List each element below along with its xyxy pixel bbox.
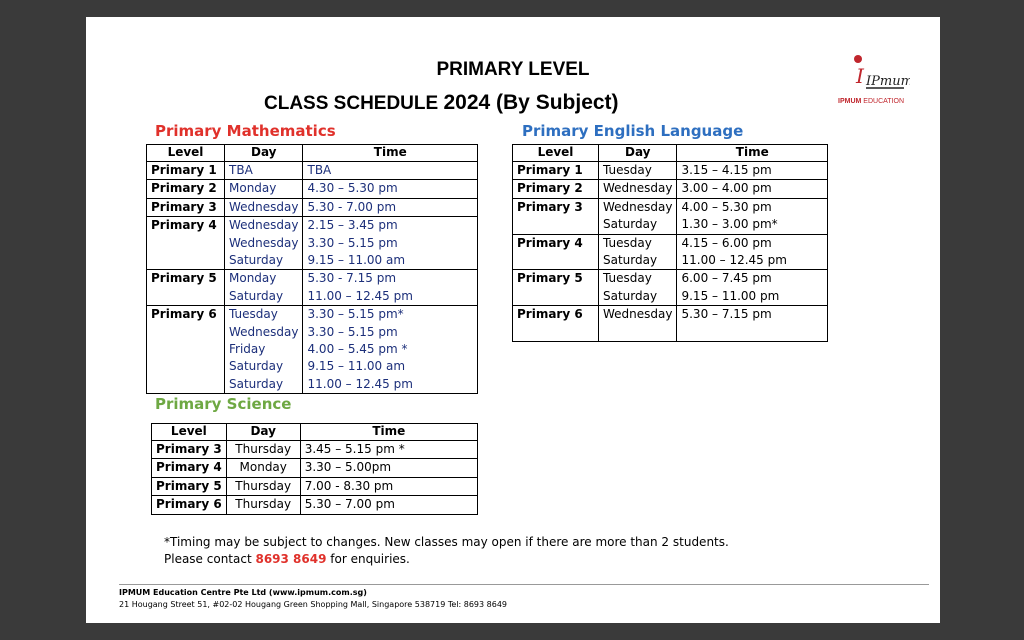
- time-cell: [303, 270, 478, 306]
- day-cell: [226, 441, 300, 459]
- day-cell: [226, 459, 300, 477]
- math-section-title: Primary Mathematics: [155, 122, 336, 140]
- day-cell: [225, 162, 303, 180]
- english-row: [513, 198, 828, 234]
- science-table: [151, 423, 478, 515]
- note-line-1: *Timing may be subject to changes. New classes may open if there are more than 2 students.: [164, 535, 729, 549]
- time-cell: [300, 477, 477, 495]
- day-value: Saturday: [229, 359, 284, 374]
- time-cell: [303, 180, 478, 198]
- time-value: 7.00 - 8.30 pm: [304, 478, 394, 493]
- day-value: Tuesday: [603, 235, 652, 250]
- day-value: Saturday: [603, 217, 658, 232]
- level-label: Primary 2: [517, 181, 583, 196]
- english-row: [513, 234, 828, 270]
- level-cell: [513, 234, 599, 270]
- subtitle-part-b: 2024 (By Subject): [443, 91, 619, 114]
- level-cell: [147, 162, 225, 180]
- english-header-row: [513, 145, 828, 162]
- level-cell: [147, 217, 225, 270]
- level-cell: [513, 162, 599, 180]
- level-cell: [513, 180, 599, 198]
- time-value: 5.30 – 7.15 pm: [681, 307, 772, 322]
- time-cell: [300, 459, 477, 477]
- level-cell: [152, 496, 227, 514]
- time-value: 9.15 – 11.00 am: [307, 359, 406, 374]
- level-label: Primary 3: [151, 199, 217, 214]
- level-label: Primary 5: [517, 271, 583, 286]
- time-cell: [677, 180, 828, 198]
- time-cell: [677, 306, 828, 342]
- logo-dot: [854, 55, 862, 63]
- day-value: Thursday: [235, 497, 292, 512]
- english-col-time: Time: [677, 145, 828, 162]
- time-cell: [303, 198, 478, 216]
- level-label: Primary 1: [517, 163, 583, 177]
- day-value: Saturday: [229, 288, 284, 303]
- day-value: TBA: [229, 163, 253, 177]
- level-cell: [147, 270, 225, 306]
- math-col-level: Level: [147, 145, 225, 162]
- math-header-row: [147, 145, 478, 162]
- science-row: [152, 477, 478, 495]
- level-label: Primary 3: [517, 199, 583, 214]
- contact-phone: 8693 8649: [255, 552, 327, 566]
- level-cell: [513, 306, 599, 342]
- level-label: Primary 5: [156, 478, 222, 493]
- time-value: 3.30 – 5.15 pm*: [307, 307, 404, 322]
- level-label: Primary 2: [151, 181, 217, 196]
- day-cell: [225, 217, 303, 270]
- day-value: Tuesday: [603, 271, 652, 286]
- level-label: Primary 4: [156, 460, 222, 475]
- time-value: 6.00 – 7.45 pm: [681, 271, 772, 286]
- level-cell: [152, 441, 227, 459]
- level-cell: [147, 306, 225, 394]
- day-value: Wednesday: [229, 218, 299, 233]
- footer-company: IPMUM Education Centre Pte Ltd (www.ipmum.com.sg): [119, 588, 367, 597]
- level-label: Primary 6: [517, 307, 583, 322]
- time-value: 4.15 – 6.00 pm: [681, 235, 772, 250]
- time-cell: [300, 496, 477, 514]
- math-col-time: Time: [303, 145, 478, 162]
- time-value: 3.30 – 5.15 pm: [307, 324, 398, 339]
- day-cell: [226, 477, 300, 495]
- logo-brand-rest: EDUCATION: [861, 98, 904, 105]
- day-cell: [599, 306, 677, 342]
- level-label: Primary 6: [151, 307, 217, 322]
- time-value: 11.00 – 12.45 pm: [307, 288, 413, 303]
- math-row: [147, 270, 478, 306]
- day-value: Tuesday: [229, 307, 278, 322]
- english-row: [513, 162, 828, 180]
- time-value: 5.30 - 7.00 pm: [307, 199, 397, 214]
- level-cell: [147, 198, 225, 216]
- day-value: Friday: [229, 341, 266, 356]
- english-row: [513, 306, 828, 342]
- english-row: [513, 270, 828, 306]
- science-col-day: Day: [226, 424, 300, 441]
- science-header-row: [152, 424, 478, 441]
- time-value: 9.15 – 11.00 am: [307, 252, 406, 267]
- day-value: Thursday: [235, 442, 292, 456]
- time-value: 3.45 – 5.15 pm *: [304, 442, 405, 456]
- time-cell: [677, 270, 828, 306]
- time-value: 3.00 – 4.00 pm: [681, 181, 772, 196]
- day-value: Wednesday: [603, 199, 673, 214]
- math-row: [147, 198, 478, 216]
- english-section-title: Primary English Language: [522, 122, 744, 140]
- time-cell: [303, 162, 478, 180]
- math-col-day: Day: [225, 145, 303, 162]
- time-value: 1.30 – 3.00 pm*: [681, 217, 778, 232]
- logo-brand-text: [838, 98, 910, 105]
- note-contact-post: for enquiries.: [326, 552, 410, 566]
- day-value: Wednesday: [229, 235, 299, 250]
- day-value: Wednesday: [603, 181, 673, 196]
- level-label: Primary 5: [151, 271, 217, 286]
- day-cell: [599, 198, 677, 234]
- time-cell: [303, 306, 478, 394]
- note-contact-pre: Please contact: [164, 552, 256, 566]
- math-table: [146, 144, 478, 394]
- day-value: [603, 324, 672, 341]
- ipmum-logo: [838, 51, 910, 107]
- page-subtitle: [264, 91, 619, 115]
- day-cell: [599, 180, 677, 198]
- page-title: PRIMARY LEVEL: [436, 59, 590, 80]
- time-value: [681, 324, 823, 341]
- day-cell: [225, 180, 303, 198]
- day-cell: [225, 198, 303, 216]
- level-label: Primary 4: [517, 235, 583, 250]
- science-row: [152, 459, 478, 477]
- time-cell: [677, 234, 828, 270]
- time-value: 3.15 – 4.15 pm: [681, 163, 772, 177]
- day-value: Monday: [229, 181, 277, 196]
- day-cell: [225, 306, 303, 394]
- day-value: Thursday: [235, 478, 292, 493]
- day-value: Tuesday: [603, 163, 652, 177]
- day-value: Wednesday: [229, 324, 299, 339]
- day-value: Monday: [239, 460, 287, 475]
- schedule-note: [164, 534, 729, 568]
- level-cell: [513, 198, 599, 234]
- science-row: [152, 441, 478, 459]
- math-row: [147, 162, 478, 180]
- science-col-level: Level: [152, 424, 227, 441]
- time-value: 11.00 – 12.45 pm: [307, 376, 413, 391]
- level-label: Primary 6: [156, 497, 222, 512]
- day-cell: [599, 162, 677, 180]
- subtitle-part-a: CLASS SCHEDULE: [264, 93, 444, 114]
- level-label: Primary 4: [151, 218, 217, 233]
- math-row: [147, 306, 478, 394]
- day-value: Saturday: [603, 252, 658, 267]
- day-value: Wednesday: [229, 199, 299, 214]
- english-col-level: Level: [513, 145, 599, 162]
- level-label: Primary 1: [151, 163, 217, 177]
- science-section-title: Primary Science: [155, 395, 292, 413]
- logo-script: IPmum: [866, 74, 910, 89]
- time-cell: [303, 217, 478, 270]
- time-value: 4.00 – 5.45 pm *: [307, 341, 408, 356]
- footer-address: 21 Hougang Street 51, #02-02 Hougang Green Shopping Mall, Singapore 538719 Tel: 8693 8649: [119, 600, 508, 609]
- math-row: [147, 180, 478, 198]
- day-value: Saturday: [603, 288, 658, 303]
- math-row: [147, 217, 478, 270]
- day-value: Monday: [229, 271, 277, 286]
- time-value: TBA: [307, 163, 332, 177]
- english-row: [513, 180, 828, 198]
- science-col-time: Time: [300, 424, 477, 441]
- day-value: Wednesday: [603, 307, 673, 322]
- time-cell: [677, 162, 828, 180]
- footer-divider: [119, 584, 929, 585]
- science-row: [152, 496, 478, 514]
- ipmum-logo-mark: [838, 51, 910, 97]
- time-value: 9.15 – 11.00 pm: [681, 288, 780, 303]
- day-cell: [599, 234, 677, 270]
- level-cell: [152, 459, 227, 477]
- level-label: Primary 3: [156, 442, 222, 456]
- time-value: 5.30 - 7.15 pm: [307, 271, 397, 286]
- english-col-day: Day: [599, 145, 677, 162]
- schedule-page: [86, 17, 940, 623]
- time-value: 11.00 – 12.45 pm: [681, 252, 787, 267]
- note-line-2: [164, 551, 729, 568]
- day-value: Saturday: [229, 252, 284, 267]
- english-table: [512, 144, 828, 342]
- time-cell: [677, 198, 828, 234]
- level-cell: [513, 270, 599, 306]
- logo-brand-bold: IPMUM: [838, 98, 862, 105]
- level-cell: [147, 180, 225, 198]
- time-value: 5.30 – 7.00 pm: [304, 497, 395, 512]
- day-cell: [226, 496, 300, 514]
- time-value: 3.30 – 5.00pm: [304, 460, 392, 475]
- time-value: 3.30 – 5.15 pm: [307, 235, 398, 250]
- time-cell: [300, 441, 477, 459]
- logo-letter-i: I: [856, 64, 864, 88]
- level-cell: [152, 477, 227, 495]
- time-value: 4.00 – 5.30 pm: [681, 199, 772, 214]
- time-value: 2.15 – 3.45 pm: [307, 218, 398, 233]
- day-cell: [599, 270, 677, 306]
- day-value: Saturday: [229, 376, 284, 391]
- day-cell: [225, 270, 303, 306]
- time-value: 4.30 – 5.30 pm: [307, 181, 398, 196]
